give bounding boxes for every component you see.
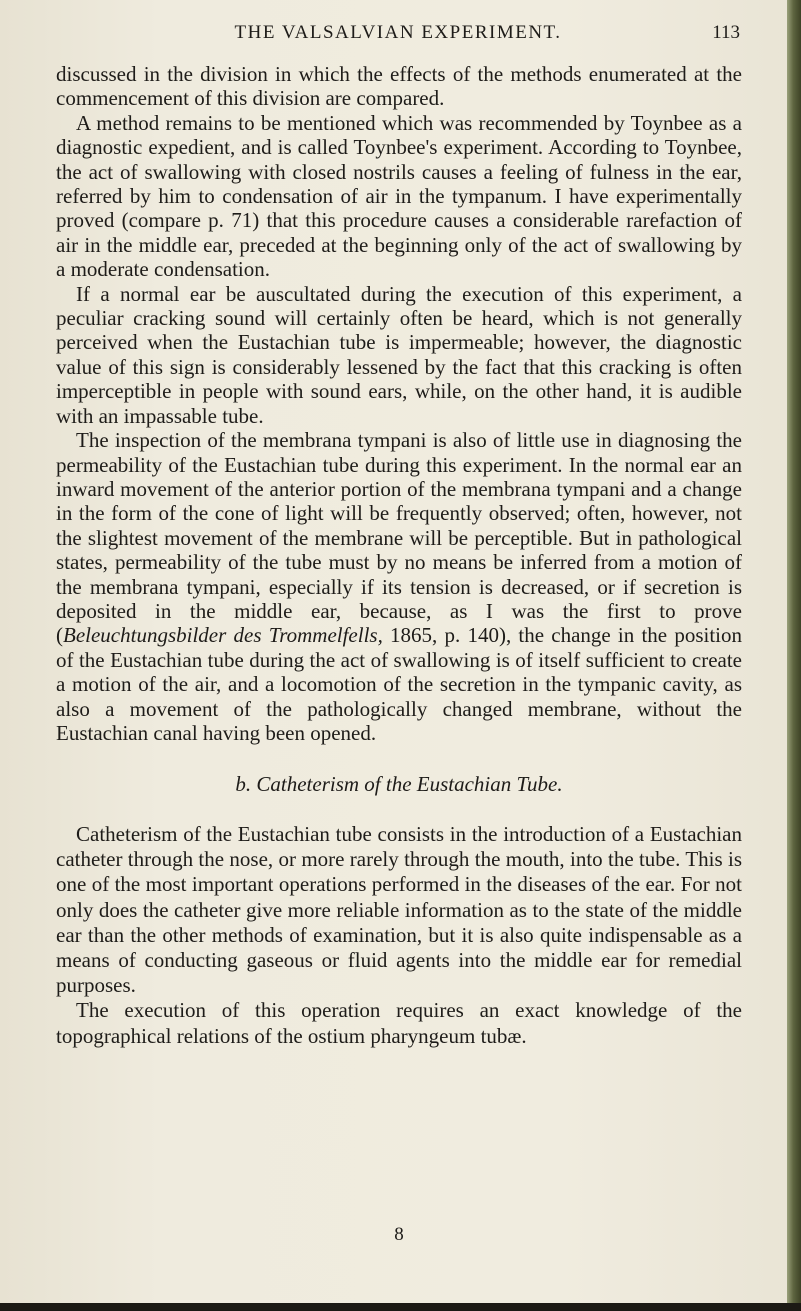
page-header — [56, 22, 740, 52]
paragraph-continued: discussed in the division in which the effects of the methods enumerated at the commencement of this division are compared. — [56, 62, 742, 111]
body-text — [56, 62, 742, 745]
paragraph-execution: The execution of this operation requires an exact knowledge of the topographical relations of the ostium pharyngeum tubæ. — [56, 998, 742, 1048]
paragraph-inspection-part-a: The inspection of the membrana tympani is also of little use in diagnosing the permeability of the Eustachian tube during this experiment. In the normal ear an inward movement of the anterior portion of the membrana tympani and a change in the form of the cone of light will be frequently observed; often, however, not the slightest movement of the membrane will be perceptible. But in pathological states, permeability of the tube must by no means be inferred from a motion of the membrana tympani, especially if its tension is decreased, or if secretion is deposited in the middle ear, because, as I was the first to prove ( — [56, 428, 742, 648]
running-head: THE VALSALVIAN EXPERIMENT. — [234, 22, 562, 43]
section-heading: b. Catheterism of the Eustachian Tube. — [235, 772, 563, 796]
paragraph-toynbee: A method remains to be mentioned which was recommended by Toynbee as a diagnostic expedient, and is called Toynbee's experiment. According to Toynbee, the act of swallowing with closed nostrils causes a feeling of fulness in the ear, referred by him to condensation of air in the tympanum. I have experimentally proved (compare p. 71) that this procedure causes a considerable rarefaction of air in the middle ear, preceded at the beginning only of the act of swallowing by a moderate condensation. — [56, 110, 742, 282]
signature-mark: 8 — [394, 1224, 404, 1245]
page-edge-shadow — [787, 0, 801, 1311]
paragraph-inspection — [56, 428, 742, 745]
page-number: 113 — [712, 22, 740, 43]
section-body — [56, 822, 742, 1049]
citation-title: Beleuchtungsbilder des Trommelfells, — [63, 623, 383, 648]
page-bottom-edge — [0, 1303, 801, 1311]
paragraph-auscultation: If a normal ear be auscultated during the execution of this experiment, a peculiar cracking sound will certainly often be heard, which is not generally perceived when the Eustachian tube is impermeable; however, the diagnostic value of this sign is considerably lessened by the fact that this cracking is often imperceptible in people with sound ears, while, on the other hand, it is audible with an impassable tube. — [56, 281, 742, 428]
paragraph-catheterism: Catheterism of the Eustachian tube consists in the introduction of a Eustachian catheter through the nose, or more rarely through the mouth, into the tube. This is one of the most important operations performed in the diseases of the ear. For not only does the catheter give more reliable information as to the state of the middle ear than the other methods of examination, but it is also quite indispensable as a means of conducting gaseous or fluid agents into the middle ear for remedial purposes. — [56, 822, 742, 998]
paragraph-inspection-part-b: 1865, p. 140), the change in the position of the Eustachian tube during the act of swallowing is of itself sufficient to create a motion of the air, and a locomotion of the secretion in the tympanic cavity, as also a movement of the pathologically changed membrane, without the Eustachian canal having been opened. — [56, 623, 742, 745]
